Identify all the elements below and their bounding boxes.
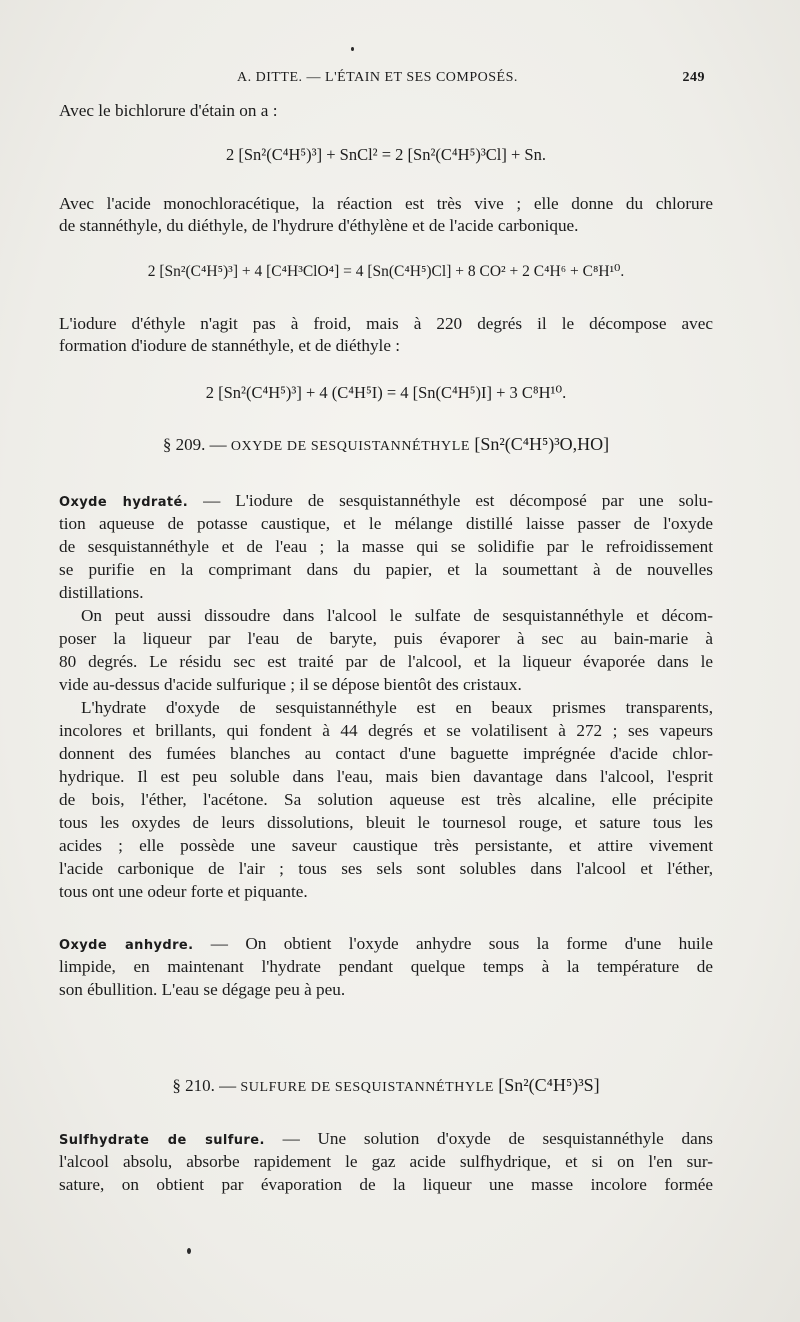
- paragraph-line: tion aqueuse de potasse caustique, et le mélange distillé laisse passer de l'oxyde: [59, 514, 713, 533]
- equation-3: 2 [Sn²(C⁴H⁵)³] + 4 (C⁴H⁵I) = 4 [Sn(C⁴H⁵)I] + 3 C⁸H¹⁰.: [205, 383, 567, 402]
- ink-speck: [351, 47, 354, 51]
- paragraph-line: poser la liqueur par l'eau de baryte, puis évaporer à sec au bain-marie à: [59, 629, 713, 648]
- running-header: [59, 70, 713, 90]
- paragraph-line: tous ont une odeur forte et piquante.: [59, 882, 308, 901]
- run-in-text: — Une solution d'oxyde de sesquistannéthyle dans: [264, 1129, 713, 1148]
- paragraph-line: hydrique. Il est peu soluble dans l'eau, mais bien davantage dans l'alcool, l'esprit: [59, 767, 713, 786]
- section-formula: [Sn²(C⁴H⁵)³O,HO]: [474, 434, 610, 454]
- paragraph-line: tous les oxydes de leurs dissolutions, bleuit le tournesol rouge, et sature tous les: [59, 813, 713, 832]
- paragraph-line: L'iodure d'éthyle n'agit pas à froid, mais à 220 degrés il le décompose avec: [59, 314, 713, 333]
- paragraph-line: Avec l'acide monochloracétique, la réaction est très vive ; elle donne du chlorure: [59, 194, 713, 213]
- run-in-text: — L'iodure de sesquistannéthyle est décomposé par une solu-: [188, 491, 713, 510]
- section-209-heading: [59, 434, 713, 455]
- paragraph-line: 80 degrés. Le résidu sec est traité par de l'alcool, et la liqueur évaporée dans le: [59, 652, 713, 671]
- run-in-heading: Oxyde anhydre.: [59, 938, 194, 953]
- paragraph-line: limpide, en maintenant l'hydrate pendant quelque temps à la température de: [59, 957, 713, 976]
- equation-2: 2 [Sn²(C⁴H⁵)³] + 4 [C⁴H³ClO⁴] = 4 [Sn(C⁴H⁵)Cl] + 8 CO² + 2 C⁴H⁶ + C⁸H¹⁰.: [147, 263, 625, 280]
- paragraph-line: sature, on obtient par évaporation de la liqueur une masse incolore formée: [59, 1175, 713, 1194]
- run-in-heading: Sulfhydrate de sulfure.: [59, 1133, 265, 1148]
- paragraph-line: donnent des fumées blanches au contact d'une baguette imprégnée d'acide chlor-: [59, 744, 713, 763]
- paragraph-line: l'alcool absolu, absorbe rapidement le gaz acide sulfhydrique, et si on l'en sur-: [59, 1152, 713, 1171]
- paragraph-line: [59, 1128, 713, 1152]
- section-number: § 210. —: [172, 1076, 237, 1095]
- section-title: OXYDE DE SESQUISTANNÉTHYLE: [230, 439, 471, 454]
- page-number: 249: [682, 70, 705, 85]
- section-title: SULFURE DE SESQUISTANNÉTHYLE: [240, 1080, 495, 1095]
- intro-line: Avec le bichlorure d'étain on a :: [59, 101, 278, 120]
- paragraph-line: de bois, l'éther, l'acétone. Sa solution aqueuse est très alcaline, elle précipite: [59, 790, 713, 809]
- paragraph-line: incolores et brillants, qui fondent à 44 degrés et se volatilisent à 272 ; ses vapeurs: [59, 721, 713, 740]
- ink-speck: [187, 1248, 191, 1254]
- section-number: § 209. —: [162, 435, 227, 454]
- section-210-heading: [59, 1075, 713, 1096]
- section-formula: [Sn²(C⁴H⁵)³S]: [498, 1075, 600, 1095]
- run-in-text: — On obtient l'oxyde anhydre sous la forme d'une huile: [193, 934, 714, 953]
- paragraph-line: distillations.: [59, 583, 144, 602]
- run-in-heading: Oxyde hydraté.: [59, 495, 189, 510]
- running-title: A. DITTE. — L'ÉTAIN ET SES COMPOSÉS.: [237, 70, 518, 85]
- paragraph-line: son ébullition. L'eau se dégage peu à peu.: [59, 980, 346, 999]
- paragraph-line: [59, 490, 713, 514]
- paragraph-line: On peut aussi dissoudre dans l'alcool le sulfate de sesquistannéthyle et décom-: [81, 606, 713, 625]
- paragraph-line: L'hydrate d'oxyde de sesquistannéthyle est en beaux prismes transparents,: [81, 698, 713, 717]
- paragraph-line: formation d'iodure de stannéthyle, et de diéthyle :: [59, 336, 401, 355]
- paragraph-line: de stannéthyle, du diéthyle, de l'hydrure d'éthylène et de l'acide carbonique.: [59, 216, 579, 235]
- paragraph-line: [59, 933, 713, 957]
- equation-1: 2 [Sn²(C⁴H⁵)³] + SnCl² = 2 [Sn²(C⁴H⁵)³Cl] + Sn.: [226, 145, 546, 164]
- paragraph-line: acides ; elle possède une saveur caustique très persistante, et attire vivement: [59, 836, 713, 855]
- paragraph-line: se purifie en la comprimant dans du papier, et la soumettant à de nouvelles: [59, 560, 713, 579]
- paragraph-line: l'acide carbonique de l'air ; tous ses sels sont solubles dans l'alcool et l'éther,: [59, 859, 713, 878]
- paragraph-line: vide au-dessus d'acide sulfurique ; il se dépose bientôt des cristaux.: [59, 675, 522, 694]
- paragraph-line: de sesquistannéthyle et de l'eau ; la masse qui se solidifie par le refroidissement: [59, 537, 713, 556]
